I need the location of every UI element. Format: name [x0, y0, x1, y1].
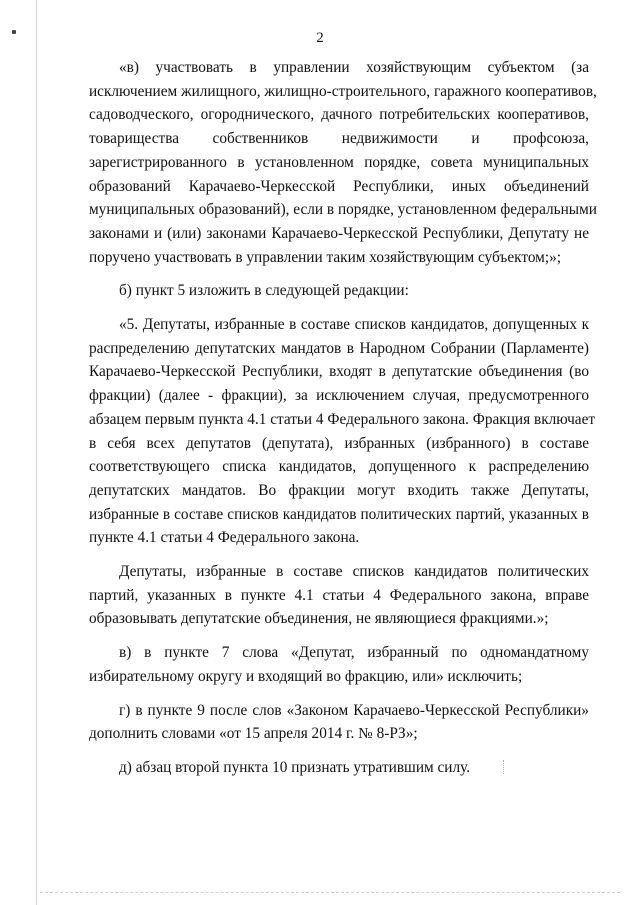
text-line: дополнить словами «от 15 апреля 2014 г. № 8-РЗ»; — [89, 725, 418, 743]
text-line: д) абзац второй пункта 10 признать утратившим силу. — [119, 758, 471, 776]
paragraph-item-5 — [89, 313, 596, 550]
text-line: партий, указанных в пункте 4.1 статьи 4 Федерального закона, вправе — [89, 586, 589, 604]
text-line: муниципальных образований), если в порядке, установленном федеральными — [89, 201, 597, 219]
text-line: образовывать депутатские объединения, не являющиеся фракциями.»; — [89, 610, 549, 628]
text-line: соответствующего списка кандидатов, допущенного к распределению — [89, 458, 589, 476]
text-line: фракции) (далее - фракции), за исключением случая, предусмотренного — [89, 387, 589, 405]
text-line: абзацем первым пункта 4.1 статьи 4 Федерального закона. Фракция включает — [89, 410, 596, 428]
text-line: «5. Депутаты, избранные в составе списков кандидатов, допущенных к — [119, 316, 589, 334]
text-line: избранные в составе списков кандидатов политических партий, указанных в — [89, 505, 589, 523]
text-line: исключением жилищного, жилищно-строительного, гаражного кооперативов, — [89, 82, 597, 100]
text-line: товарищества собственников недвижимости и профсоюза, — [89, 130, 589, 148]
text-line: образований Карачаево-Черкесской Республики, иных объединений — [89, 177, 589, 195]
text-line: г) в пункте 9 после слов «Законом Карачаево-Черкесской Республики» — [119, 701, 589, 719]
paragraph-b-item — [89, 279, 589, 303]
scan-margin-line — [36, 0, 37, 905]
text-line: избирательному округу и входящий во фракцию, или» исключить; — [89, 667, 523, 685]
text-line: Депутаты, избранные в составе списков кандидатов политических — [119, 563, 589, 581]
text-line: поручено участвовать в управлении таким хозяйствующим субъектом;»; — [89, 248, 562, 266]
text-line: в) в пункте 7 слова «Депутат, избранный по одномандатному — [119, 644, 589, 662]
paragraph-g-item-9 — [89, 699, 589, 746]
text-line: законами и (или) законами Карачаево-Черкесской Республики, Депутату не — [89, 224, 589, 242]
page-number: 2 — [316, 30, 324, 46]
text-line: Карачаево-Черкесской Республики, входят в депутатские объединения (во — [89, 363, 589, 381]
text-line: депутатских мандатов. Во фракции могут входить также Депутаты, — [89, 481, 589, 499]
text-line: зарегистрированного в установленном порядке, совета муниципальных — [89, 153, 589, 171]
paragraph-deputies — [89, 560, 589, 631]
scan-bottom-edge — [40, 892, 620, 893]
text-line: распределению депутатских мандатов в Народном Собрании (Парламенте) — [89, 339, 589, 357]
paragraph-v-item-7 — [89, 641, 589, 688]
text-line: «в) участвовать в управлении хозяйствующим субъектом (за — [119, 59, 589, 76]
document-body — [89, 56, 597, 780]
paragraph-d-item-10 — [89, 756, 589, 780]
text-line: садоводческого, огороднического, дачного потребительских кооперативов, — [89, 106, 589, 124]
text-line: в себя всех депутатов (депутата), избранных (избранного) в составе — [89, 434, 589, 452]
paragraph-v-amendment — [89, 56, 597, 269]
text-line: б) пункт 5 изложить в следующей редакции: — [119, 282, 409, 300]
text-line: пункте 4.1 статьи 4 Федерального закона. — [89, 529, 360, 547]
